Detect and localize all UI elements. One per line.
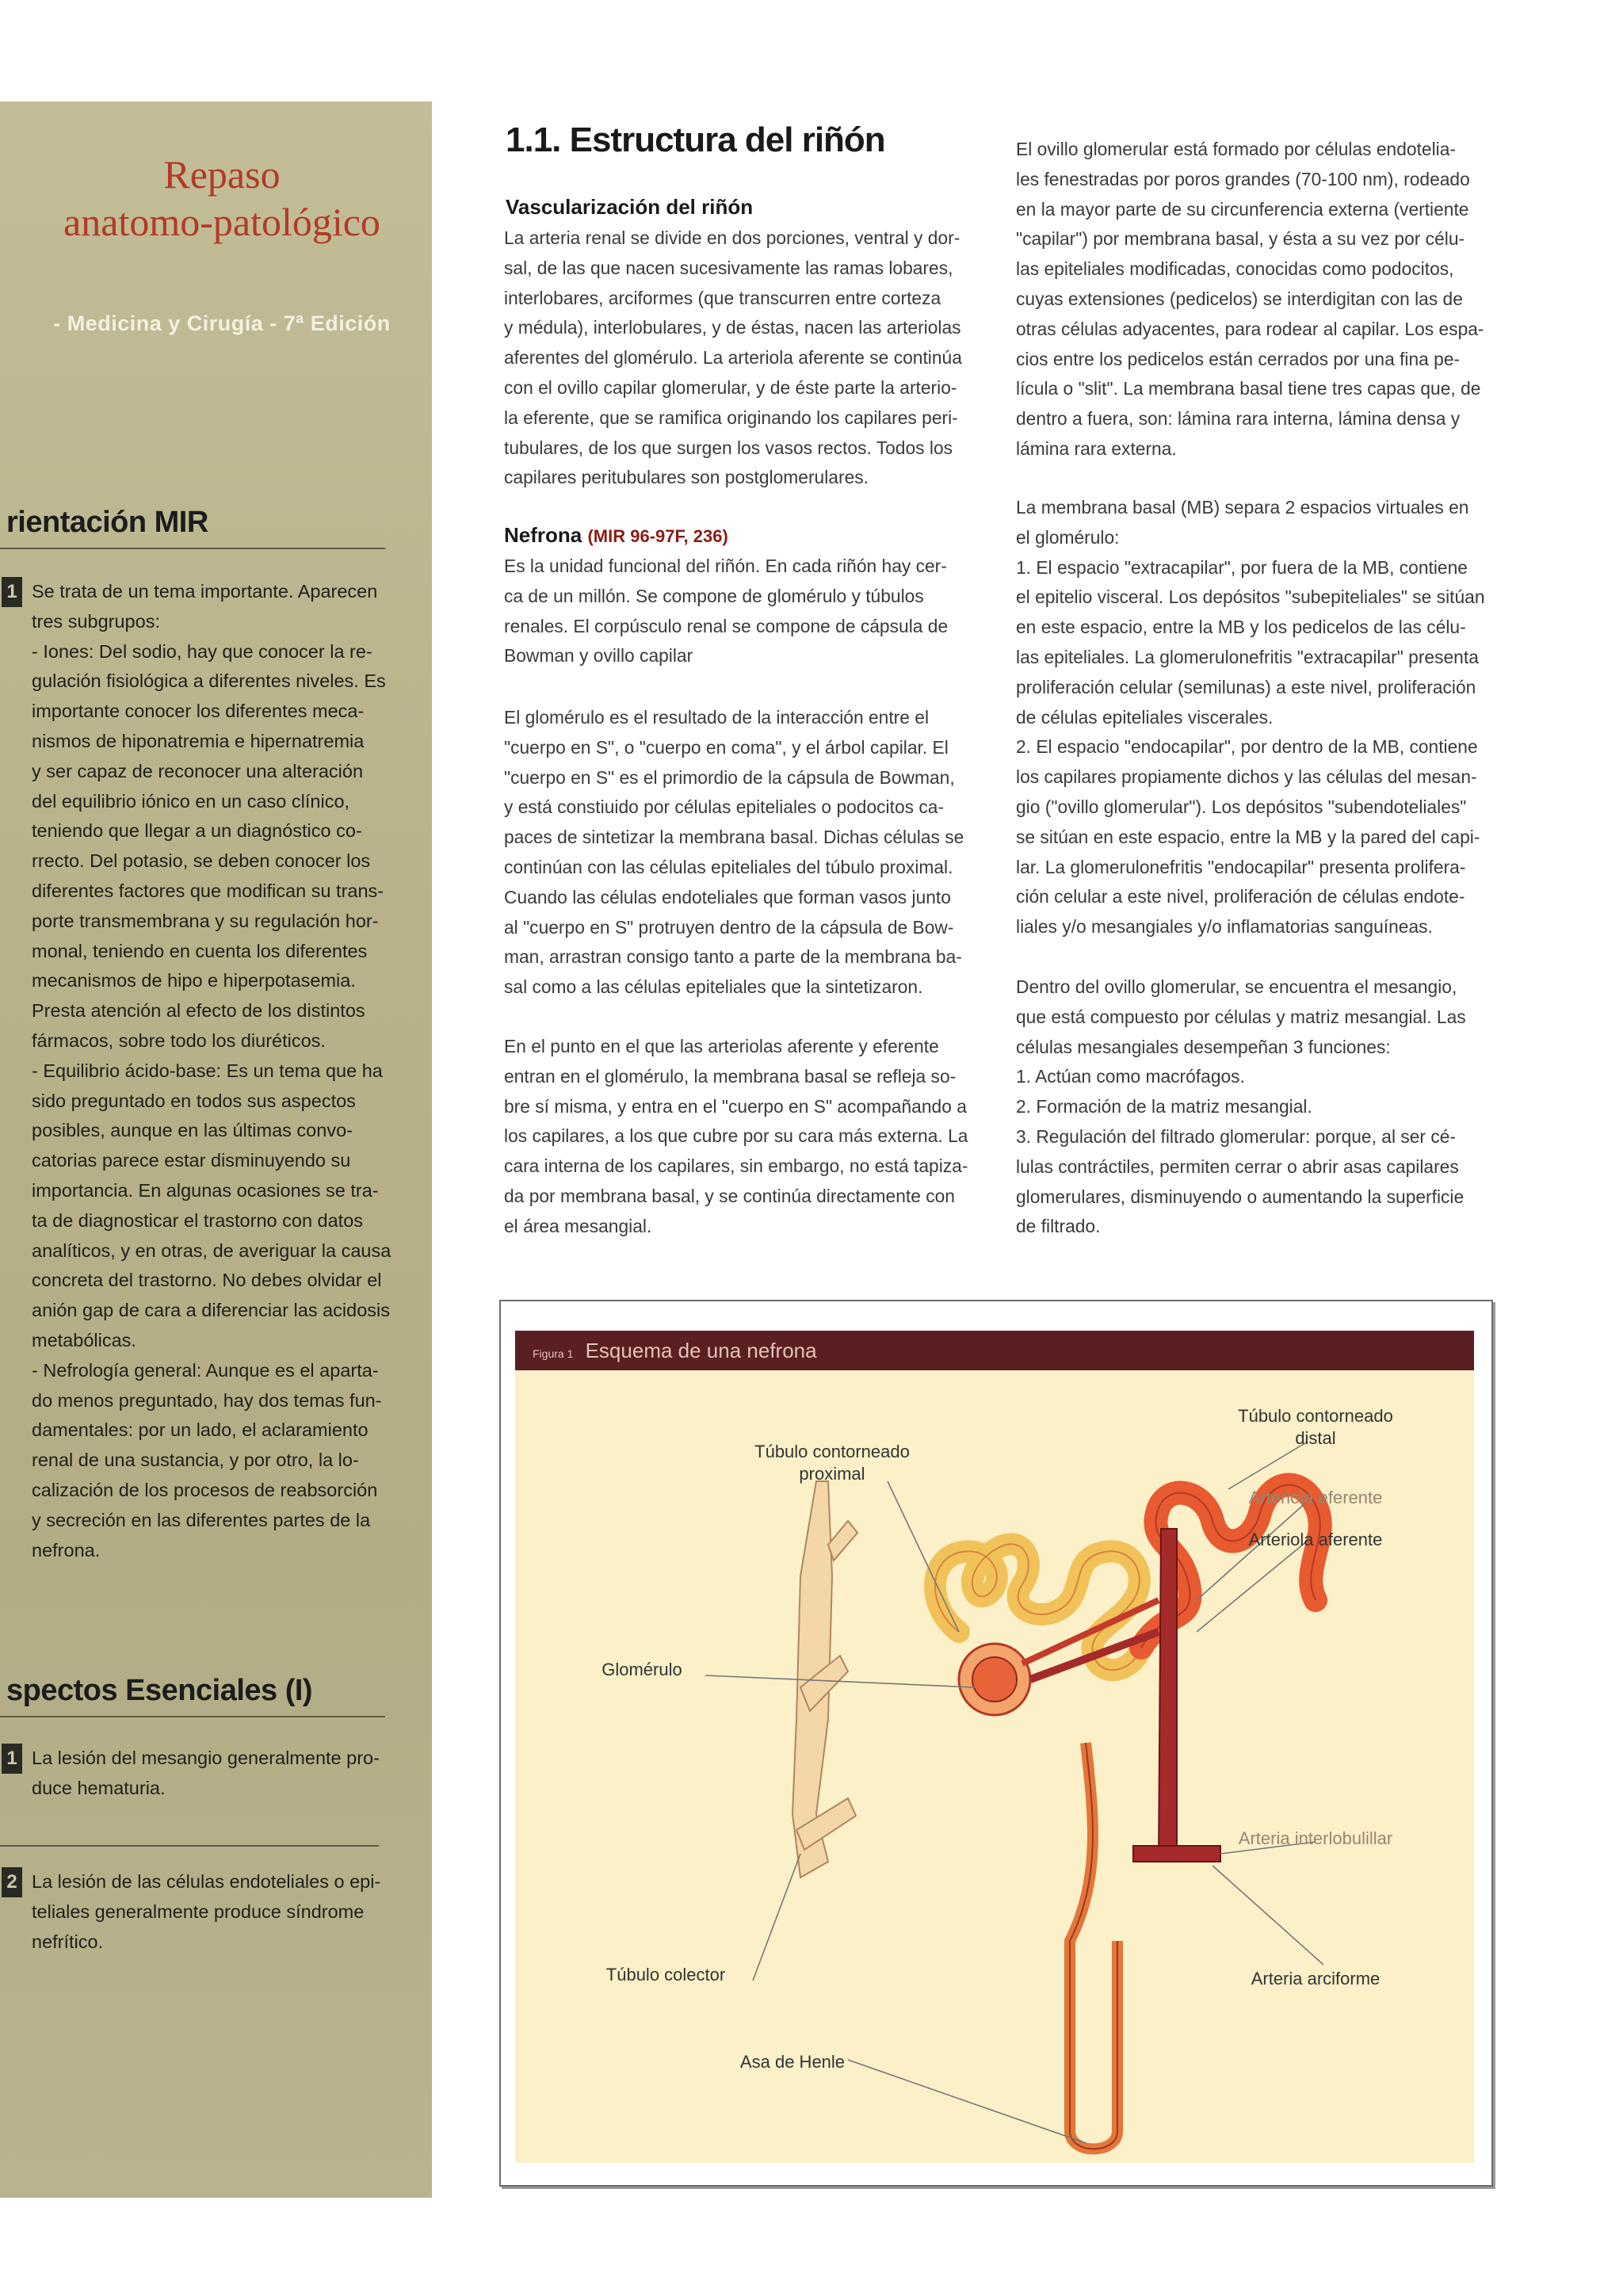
figure-number: Figura 1 bbox=[533, 1347, 574, 1360]
orientacion-line: renal de una sustancia, y por otro, la lo- bbox=[32, 1450, 359, 1471]
figure-panel bbox=[515, 1370, 1474, 2163]
orientacion-line: nismos de hiponatremia e hipernatremia bbox=[32, 730, 365, 751]
membrana-line: el epitelio visceral. Los depósitos "subepiteliales" se sitúan bbox=[1016, 586, 1485, 608]
membrana-line: de células epiteliales viscerales. bbox=[1016, 706, 1274, 728]
ovillo-line: otras células adyacentes, para rodear al capilar. Los espa- bbox=[1016, 318, 1484, 339]
mesangio-line: células mesangiales desempeñan 3 funciones: bbox=[1016, 1036, 1391, 1057]
membrana-line: proliferación celular (semilunas) a este nivel, proliferación bbox=[1016, 676, 1476, 697]
orientacion-line: analíticos, y en otras, de averiguar la causa bbox=[32, 1240, 391, 1261]
section-title: 1.1. Estructura del riñón bbox=[506, 120, 885, 159]
ovillo-line: les fenestradas por poros grandes (70-100 nm), rodeado bbox=[1016, 168, 1470, 189]
vascularizacion-line: con el ovillo capilar glomerular, y de éste parte la arterio- bbox=[504, 376, 957, 398]
nefrona-line: Bowman y ovillo capilar bbox=[504, 645, 693, 667]
nefrona-reference: (MIR 96-97F, 236) bbox=[587, 526, 728, 546]
label-tubulo-distal-1: Túbulo contorneado bbox=[1238, 1406, 1393, 1426]
membrana-paragraph bbox=[1016, 493, 1491, 942]
ovillo-line: lámina rara externa. bbox=[1016, 437, 1177, 459]
aspecto-1-line: duce hematuria. bbox=[32, 1777, 166, 1798]
aspecto-2-marker: 2 bbox=[2, 1867, 22, 1897]
brand-title-line2: anatomo-patológico bbox=[63, 200, 380, 244]
brand-title-line1: Repaso bbox=[163, 152, 281, 197]
membrana-line: el glomérulo: bbox=[1016, 526, 1120, 548]
membrana-line: 1. El espacio "extracapilar", por fuera de la MB, contiene bbox=[1016, 556, 1468, 578]
arteriolas-line: entran en el glomérulo, la membrana basal se refleja so- bbox=[504, 1065, 957, 1087]
orientacion-line: ta de diagnosticar el trastorno con datos bbox=[32, 1209, 364, 1231]
membrana-line: liales y/o mesangiales y/o inflamatorias sanguíneas. bbox=[1016, 916, 1433, 938]
membrana-line: las epiteliales. La glomerulonefritis "extracapilar" presenta bbox=[1016, 646, 1479, 667]
vascularizacion-line: La arteria renal se divide en dos porciones, ventral y dor- bbox=[504, 227, 960, 248]
arteriolas-line: bre sí misma, y entra en el "cuerpo en S" acompañando a bbox=[504, 1095, 967, 1117]
mesangio-line: 2. Formación de la matriz mesangial. bbox=[1016, 1096, 1312, 1117]
glomerulo-line: continúan con las células epiteliales del túbulo proximal. bbox=[504, 856, 953, 877]
glomerulo-line: "cuerpo en S", o "cuerpo en coma", y el árbol capilar. El bbox=[504, 736, 949, 758]
orientacion-line: y secreción en las diferentes partes de la bbox=[32, 1509, 371, 1530]
orientacion-line: - Equilibrio ácido-base: Es un tema que ha bbox=[32, 1060, 383, 1081]
ovillo-line: en la mayor parte de su circunferencia externa (vertiente bbox=[1016, 198, 1469, 220]
arteriolas-paragraph bbox=[504, 1032, 980, 1242]
brand-title bbox=[24, 151, 420, 246]
arteria-arciforme-shape bbox=[1133, 1846, 1220, 1862]
arteria-interlobulillar-shape bbox=[1159, 1529, 1177, 1862]
nephron-diagram bbox=[515, 1370, 1474, 2163]
mesangio-line: 1. Actúan como macrófagos. bbox=[1016, 1066, 1245, 1087]
orientacion-text bbox=[0, 577, 404, 1565]
arteriolas-line: los capilares, a los que cubre por su cara más externa. La bbox=[504, 1125, 968, 1147]
aspecto-1-marker: 1 bbox=[2, 1744, 22, 1774]
label-arteria-arciforme: Arteria arciforme bbox=[1251, 1969, 1381, 1988]
asa-henle-shape bbox=[1070, 1743, 1117, 2149]
orientacion-heading: rientación MIR bbox=[0, 506, 385, 549]
membrana-line: lar. La glomerulonefritis "endocapilar" presenta prolifera- bbox=[1016, 856, 1466, 877]
vascularizacion-line: capilares peritubulares son postglomerulares. bbox=[504, 467, 869, 488]
orientacion-line: calización de los procesos de reabsorción bbox=[32, 1479, 378, 1500]
orientacion-line: mecanismos de hipo e hiperpotasemia. bbox=[32, 970, 356, 991]
orientacion-line: monal, teniendo en cuenta los diferentes bbox=[32, 940, 368, 961]
vascularizacion-line: interlobares, arciformes (que transcurren entre corteza bbox=[504, 287, 941, 308]
nefrona-paragraph bbox=[504, 552, 980, 671]
orientacion-line: diferentes factores que modifican su trans- bbox=[32, 880, 384, 901]
ovillo-line: las epiteliales modificadas, conocidas como podocitos, bbox=[1016, 258, 1454, 280]
mesangio-line: 3. Regulación del filtrado glomerular: porque, al ser cé- bbox=[1016, 1125, 1457, 1147]
label-tubulo-distal-2: distal bbox=[1295, 1428, 1336, 1448]
arteriolas-line: cara interna de los capilares, sin embargo, no está tapiza- bbox=[504, 1156, 968, 1177]
orientacion-line: rrecto. Del potasio, se deben conocer los bbox=[32, 850, 371, 872]
label-arteriola-eferente: Arteriola eferente bbox=[1248, 1488, 1383, 1507]
ovillo-line: lícula o "slit". La membrana basal tiene tres capas que, de bbox=[1016, 378, 1481, 399]
ovillo-line: dentro a fuera, son: lámina rara interna, lámina densa y bbox=[1016, 408, 1461, 430]
orientacion-line: gulación fisiológica a diferentes niveles. Es bbox=[32, 670, 386, 692]
mesangio-line: que está compuesto por células y matriz mesangial. Las bbox=[1016, 1006, 1466, 1027]
ovillo-line: El ovillo glomerular está formado por células endotelia- bbox=[1016, 139, 1457, 159]
membrana-line: La membrana basal (MB) separa 2 espacios virtuales en bbox=[1016, 497, 1469, 518]
arteriolas-line: En el punto en el que las arteriolas aferente y eferente bbox=[504, 1036, 939, 1056]
orientacion-line: nefrona. bbox=[32, 1539, 101, 1561]
glomerulo-paragraph bbox=[504, 703, 980, 1003]
ovillo-line: cios entre los pedicelos están cerrados por una fina pe- bbox=[1016, 348, 1461, 369]
vascularizacion-paragraph bbox=[504, 223, 980, 493]
glomerulo-line: El glomérulo es el resultado de la interacción entre el bbox=[504, 707, 930, 728]
orientacion-line: Presta atención al efecto de los distintos bbox=[32, 1000, 365, 1022]
label-tubulo-proximal-1: Túbulo contorneado bbox=[754, 1442, 910, 1461]
vascularizacion-line: la eferente, que se ramifica originando los capilares peri- bbox=[504, 407, 958, 428]
arteriolas-line: el área mesangial. bbox=[504, 1215, 652, 1236]
ovillo-line: "capilar") por membrana basal, y ésta a su vez por célu- bbox=[1016, 228, 1465, 250]
glomerulo-line: y está constiuido por células epiteliales o podocitos ca- bbox=[504, 797, 945, 818]
glomerulo-line: sal como a las células epiteliales que la sintetizaron. bbox=[504, 976, 923, 998]
vascularizacion-line: tubulares, de los que surgen los vasos rectos. Todos los bbox=[504, 437, 953, 458]
mesangio-line: Dentro del ovillo glomerular, se encuentra el mesangio, bbox=[1016, 976, 1457, 997]
mesangio-line: lulas contráctiles, permiten cerrar o abrir asas capilares bbox=[1016, 1156, 1459, 1177]
nefrona-heading bbox=[504, 523, 728, 548]
vascularizacion-line: y médula), interlobulares, y de éstas, nacen las arteriolas bbox=[504, 317, 961, 338]
nefrona-heading-text: Nefrona bbox=[504, 523, 582, 547]
label-glomerulo: Glomérulo bbox=[601, 1660, 682, 1679]
mesangio-line: de filtrado. bbox=[1016, 1216, 1101, 1237]
orientacion-line: metabólicas. bbox=[32, 1329, 136, 1350]
nefrona-line: Es la unidad funcional del riñón. En cada riñón hay cer- bbox=[504, 556, 947, 576]
ovillo-paragraph bbox=[1016, 135, 1491, 464]
orientacion-line: - Iones: Del sodio, hay que conocer la re- bbox=[32, 640, 372, 662]
figure-nefrona bbox=[499, 1300, 1493, 2187]
vascularizacion-heading: Vascularización del riñón bbox=[506, 195, 754, 219]
aspecto-1-line: La lesión del mesangio generalmente pro- bbox=[32, 1748, 380, 1768]
orientacion-line: porte transmembrana y su regulación hor- bbox=[32, 910, 379, 931]
orientacion-marker: 1 bbox=[2, 577, 22, 607]
mesangio-paragraph bbox=[1016, 972, 1491, 1242]
orientacion-line: del equilibrio iónico en un caso clínico, bbox=[32, 790, 350, 812]
orientacion-line: Se trata de un tema importante. Aparecen bbox=[32, 581, 378, 602]
arteriolas-line: da por membrana basal, y se continúa directamente con bbox=[504, 1185, 955, 1206]
membrana-line: 2. El espacio "endocapilar", por dentro de la MB, contiene bbox=[1016, 736, 1478, 758]
orientacion-line: do menos preguntado, hay dos temas fun- bbox=[32, 1389, 382, 1411]
orientacion-line: importante conocer los diferentes meca- bbox=[32, 701, 365, 722]
aspecto-1-text bbox=[0, 1744, 404, 1804]
orientacion-line: fármacos, sobre todo los diuréticos. bbox=[32, 1030, 326, 1051]
brand-subtitle: - Medicina y Cirugía - 7ª Edición bbox=[53, 311, 391, 335]
orientacion-line: sido preguntado en todos sus aspectos bbox=[32, 1090, 356, 1111]
orientacion-line: posibles, aunque en las últimas convo- bbox=[32, 1120, 353, 1141]
label-arteriola-aferente: Arteriola aferente bbox=[1248, 1530, 1383, 1549]
nefrona-line: renales. El corpúsculo renal se compone de cápsula de bbox=[504, 615, 949, 636]
orientacion-line: concreta del trastorno. No debes olvidar el bbox=[32, 1270, 382, 1291]
label-tubulo-colector: Túbulo colector bbox=[605, 1965, 726, 1985]
vascularizacion-line: aferentes del glomérulo. La arteriola aferente se continúa bbox=[504, 347, 962, 369]
sidebar bbox=[0, 101, 432, 2198]
mesangio-line: glomerulares, disminuyendo o aumentando la superficie bbox=[1016, 1186, 1465, 1207]
orientacion-line: - Nefrología general: Aunque es el aparta- bbox=[32, 1359, 379, 1381]
orientacion-line: anión gap de cara a diferenciar las acidosis bbox=[32, 1300, 390, 1321]
orientacion-line: teniendo que llegar a un diagnóstico co- bbox=[32, 820, 362, 842]
orientacion-line: damentales: por un lado, el aclaramiento bbox=[32, 1419, 369, 1441]
aspectos-divider bbox=[0, 1845, 379, 1847]
nefrona-line: ca de un millón. Se compone de glomérulo y túbulos bbox=[504, 585, 924, 606]
membrana-line: en este espacio, entre la MB y los pedicelos de las célu- bbox=[1016, 617, 1466, 638]
label-arteria-interlobulillar: Arteria interlobulillar bbox=[1238, 1828, 1393, 1848]
orientacion-line: catorias parece estar disminuyendo su bbox=[32, 1150, 351, 1171]
glomerulo-line: Cuando las células endoteliales que forman vasos junto bbox=[504, 886, 951, 907]
membrana-line: gio ("ovillo glomerular"). Los depósitos "subendoteliales" bbox=[1016, 796, 1467, 817]
aspecto-2-line: teliales generalmente produce síndrome bbox=[32, 1901, 365, 1922]
glomerulo-line: al "cuerpo en S" protruyen dentro de la cápsula de Bow- bbox=[504, 916, 954, 938]
membrana-line: los capilares propiamente dichos y las células del mesan- bbox=[1016, 766, 1477, 788]
figure-title: Esquema de una nefrona bbox=[585, 1339, 817, 1362]
label-asa-henle: Asa de Henle bbox=[739, 2052, 846, 2072]
glomerulo-line: paces de sintetizar la membrana basal. Dichas células se bbox=[504, 827, 964, 848]
membrana-line: se sitúan en este espacio, entre la MB y la pared del capi- bbox=[1016, 826, 1480, 847]
membrana-line: ción celular a este nivel, proliferación de células endote- bbox=[1016, 886, 1465, 907]
tubulo-colector-branch bbox=[828, 1521, 857, 1561]
label-tubulo-proximal-2: proximal bbox=[799, 1464, 865, 1484]
vascularizacion-line: sal, de las que nacen sucesivamente las ramas lobares, bbox=[504, 257, 953, 278]
glomerulo-line: man, arrastran consigo tanto a parte de la membrana ba- bbox=[504, 946, 962, 968]
aspecto-2-line: nefrítico. bbox=[32, 1931, 104, 1952]
aspecto-2-text bbox=[0, 1867, 404, 1957]
aspectos-heading: spectos Esenciales (I) bbox=[0, 1674, 385, 1717]
orientacion-line: importancia. En algunas ocasiones se tra- bbox=[32, 1179, 379, 1201]
aspecto-2-line: La lesión de las células endoteliales o epi- bbox=[32, 1871, 381, 1892]
orientacion-line: y ser capaz de reconocer una alteración bbox=[32, 760, 364, 781]
glomerulo-line: "cuerpo en S" es el primordio de la cápsula de Bowman, bbox=[504, 766, 955, 788]
figure-header bbox=[515, 1331, 1474, 1370]
ovillo-line: cuyas extensiones (pedicelos) se interdigitan con las de bbox=[1016, 288, 1463, 309]
orientacion-line: tres subgrupos: bbox=[32, 610, 160, 632]
